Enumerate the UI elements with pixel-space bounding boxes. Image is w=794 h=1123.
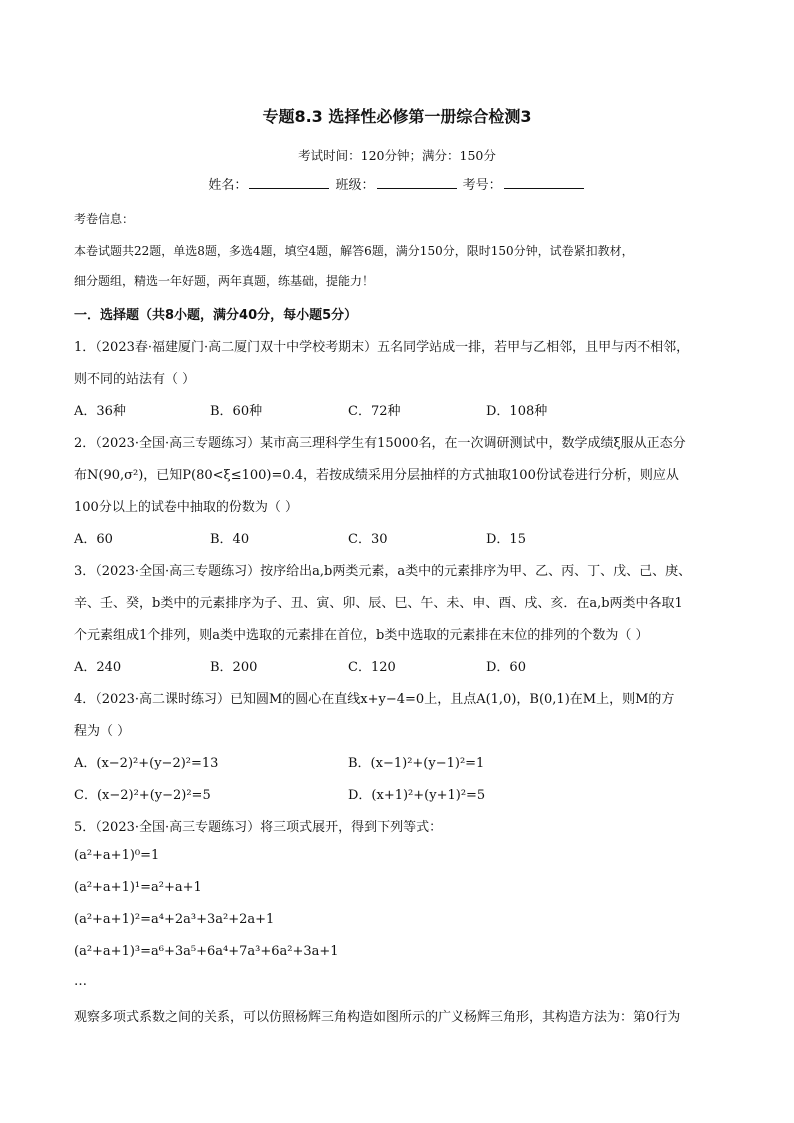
q3-option-b: B．200 <box>210 660 258 675</box>
q4-stem-line-2: 程为（ ） <box>74 724 131 739</box>
q5-equation-3: (a²+a+1)³=a⁶+3a⁵+6a⁴+7a³+6a²+3a+1 <box>74 944 339 959</box>
name-label: 姓名： <box>208 178 248 193</box>
q2-option-d: D．15 <box>486 532 526 547</box>
q3-stem-line-2: 辛、壬、癸，b类中的元素排序为子、丑、寅、卯、辰、巳、午、未、申、酉、戌、亥．在a,b两类中各取1 <box>74 596 683 611</box>
q3-option-c: C．120 <box>348 660 396 675</box>
exam-info-line-2: 细分题组，精选一年好题，两年真题，练基础，提能力！ <box>74 274 375 288</box>
q1-option-a: A．36种 <box>74 404 126 419</box>
q4-option-a: A．(x−2)²+(y−2)²=13 <box>74 756 219 771</box>
page-title: 专题8.3 选择性必修第一册综合检测3 <box>262 107 532 126</box>
class-blank[interactable] <box>377 176 457 189</box>
q1-option-d: D．108种 <box>486 404 548 419</box>
q5-equation-0: (a²+a+1)⁰=1 <box>74 848 160 863</box>
q5-ellipsis: … <box>74 974 87 989</box>
q1-stem-line-2: 则不同的站法有（ ） <box>74 372 196 387</box>
number-blank[interactable] <box>504 176 584 189</box>
q4-stem-line-1: 4．（2023·高二课时练习）已知圆M的圆心在直线x+y−4=0上，且点A(1,0)，B(0,1)在M上，则M的方 <box>74 692 675 707</box>
q1-option-b: B．60种 <box>210 404 263 419</box>
q2-stem-line-1: 2．（2023·全国·高三专题练习）某市高三理科学生有15000名，在一次调研测试中，数学成绩ξ服从正态分 <box>74 436 686 451</box>
q2-option-a: A．60 <box>74 532 113 547</box>
exam-time-line: 考试时间：120分钟；满分：150分 <box>298 148 496 163</box>
class-label: 班级： <box>335 178 375 193</box>
q3-option-a: A．240 <box>74 660 122 675</box>
q2-option-b: B．40 <box>210 532 250 547</box>
section-heading: 一．选择题（共8小题，满分40分，每小题5分） <box>74 308 358 323</box>
q2-stem-line-2: 布N(90,σ²)，已知P(80<ξ≤100)=0.4，若按成绩采用分层抽样的方式抽取100份试卷进行分析，则应从 <box>74 468 679 483</box>
q2-stem-line-3: 100分以上的试卷中抽取的份数为（ ） <box>74 500 298 515</box>
exam-info-line-1: 本卷试题共22题，单选8题，多选4题，填空4题，解答6题，满分150分，限时150分钟，试卷紧扣教材， <box>74 244 634 258</box>
q1-option-c: C．72种 <box>348 404 401 419</box>
q3-stem-line-1: 3．（2023·全国·高三专题练习）按序给出a,b两类元素，a类中的元素排序为甲、乙、丙、丁、戊、己、庚、 <box>74 564 692 579</box>
number-label: 考号： <box>462 178 502 193</box>
q5-equation-2: (a²+a+1)²=a⁴+2a³+3a²+2a+1 <box>74 912 275 927</box>
student-info-line <box>0 174 794 193</box>
q5-stem-last-line: 观察多项式系数之间的关系，可以仿照杨辉三角构造如图所示的广义杨辉三角形，其构造方法为：第0行为 <box>74 1010 681 1025</box>
q1-stem-line-1: 1．（2023春·福建厦门·高二厦门双十中学校考期末）五名同学站成一排，若甲与乙相邻，且甲与丙不相邻， <box>74 340 690 355</box>
q5-equation-1: (a²+a+1)¹=a²+a+1 <box>74 880 202 895</box>
q4-option-c: C．(x−2)²+(y−2)²=5 <box>74 788 211 803</box>
name-blank[interactable] <box>249 176 329 189</box>
q3-stem-line-3: 个元素组成1个排列，则a类中选取的元素排在首位，b类中选取的元素排在末位的排列的个数为（ ） <box>74 628 649 643</box>
q4-option-d: D．(x+1)²+(y+1)²=5 <box>348 788 486 803</box>
exam-info-heading: 考卷信息： <box>74 212 135 226</box>
q2-option-c: C．30 <box>348 532 388 547</box>
q5-stem-line-1: 5．（2023·全国·高三专题练习）将三项式展开，得到下列等式： <box>74 820 443 835</box>
q3-option-d: D．60 <box>486 660 526 675</box>
q4-option-b: B．(x−1)²+(y−1)²=1 <box>348 756 485 771</box>
